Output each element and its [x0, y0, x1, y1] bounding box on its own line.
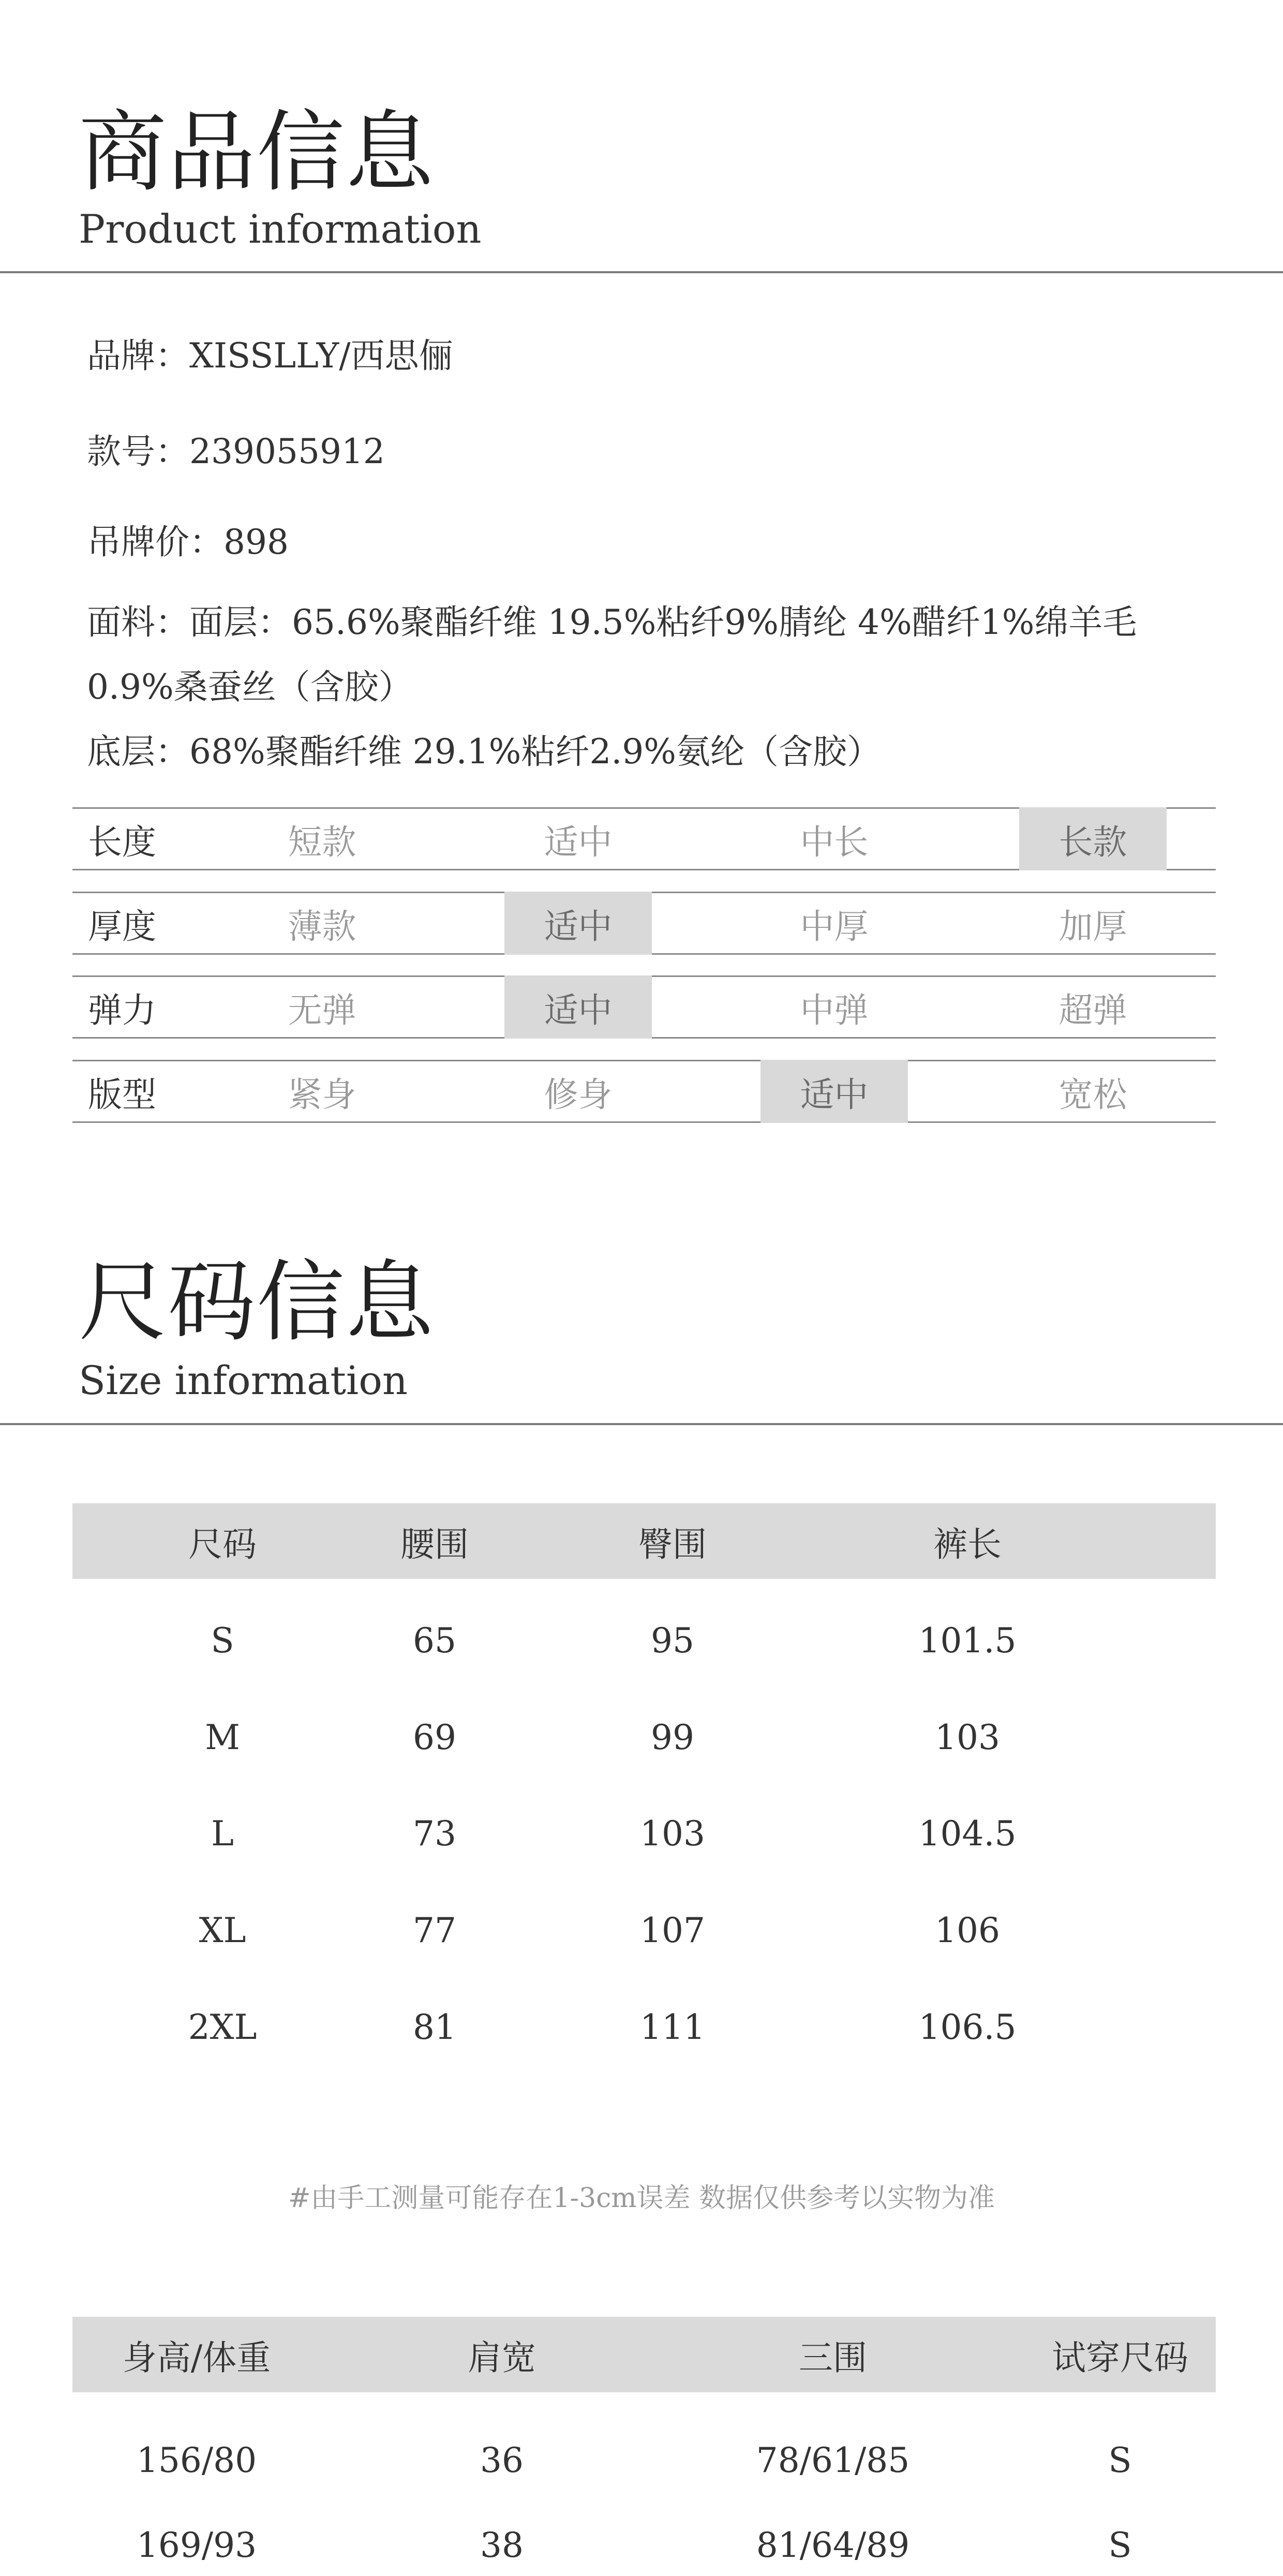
fit-cell: 38	[480, 2525, 524, 2565]
attribute-option: 加厚	[1058, 906, 1127, 946]
size-cell: XL	[199, 1910, 246, 1950]
style-no-line: 款号：239055912	[87, 432, 385, 471]
attribute-row	[72, 975, 1216, 1039]
attribute-label: 长度	[88, 822, 156, 862]
attribute-label: 弹力	[88, 990, 156, 1030]
fit-row	[72, 2514, 1216, 2576]
attribute-row	[72, 1060, 1216, 1123]
attribute-option: 修身	[544, 1074, 613, 1115]
fit-table-header	[72, 2317, 1216, 2392]
size-row	[72, 1706, 1216, 1768]
tag-price-line: 吊牌价：898	[87, 522, 289, 562]
fabric-line-1: 面料：面层：65.6%聚酯纤维 19.5%粘纤9%腈纶 4%醋纤1%绵羊毛	[87, 602, 1137, 642]
attribute-option-selected: 长款	[1019, 807, 1167, 870]
size-cell: 106.5	[918, 2007, 1017, 2047]
attribute-option-selected: 适中	[504, 892, 652, 955]
attribute-option: 中弹	[800, 990, 869, 1030]
attribute-option: 宽松	[1058, 1074, 1127, 1115]
fabric-line-3: 底层：68%聚酯纤维 29.1%粘纤2.9%氨纶（含胶）	[87, 732, 882, 772]
attribute-option-selected: 适中	[504, 975, 652, 1039]
size-cell: 111	[640, 2007, 705, 2047]
size-cell: 65	[413, 1620, 456, 1661]
attribute-label: 版型	[88, 1074, 156, 1115]
size-cell: 104.5	[918, 1813, 1017, 1854]
fit-cell: S	[1108, 2525, 1132, 2565]
attribute-label: 厚度	[88, 906, 156, 946]
attribute-option: 中厚	[800, 906, 869, 946]
size-cell: 95	[651, 1620, 694, 1661]
attribute-option: 薄款	[288, 906, 356, 946]
product-info-subtitle: Product information	[79, 206, 482, 252]
size-cell: M	[205, 1717, 240, 1757]
attribute-option: 适中	[544, 822, 613, 862]
size-table-header	[72, 1503, 1216, 1579]
divider	[0, 271, 1283, 273]
fit-row	[72, 2429, 1216, 2491]
fit-header-cell: 试穿尺码	[1052, 2337, 1188, 2378]
size-cell: 2XL	[188, 2007, 257, 2047]
divider	[0, 1423, 1283, 1425]
size-cell: 103	[935, 1717, 1000, 1757]
fit-cell: 169/93	[136, 2525, 257, 2565]
size-row	[72, 1609, 1216, 1671]
fit-header-cell: 肩宽	[468, 2337, 536, 2378]
size-cell: 77	[413, 1910, 456, 1950]
attribute-option: 无弹	[288, 990, 356, 1030]
attribute-option: 紧身	[288, 1074, 356, 1115]
fit-cell: 156/80	[136, 2440, 257, 2480]
measurement-note: #由手工测量可能存在1-3cm误差 数据仅供参考以实物为准	[288, 2183, 995, 2214]
fit-header-cell: 三围	[799, 2337, 867, 2378]
size-header-cell: 腰围	[400, 1524, 469, 1564]
size-cell: 101.5	[918, 1620, 1017, 1661]
size-row	[72, 1802, 1216, 1864]
size-cell: 106	[935, 1910, 1000, 1950]
fit-cell: S	[1108, 2440, 1132, 2480]
fit-cell: 81/64/89	[756, 2525, 910, 2565]
size-cell: 73	[413, 1813, 456, 1854]
attribute-option: 中长	[800, 822, 869, 862]
fit-header-cell: 身高/体重	[122, 2337, 271, 2378]
size-cell: 99	[651, 1717, 694, 1757]
attribute-row	[72, 807, 1216, 870]
brand-line: 品牌：XISSLLY/西思俪	[87, 336, 453, 376]
size-cell: S	[211, 1620, 234, 1661]
size-cell: 103	[640, 1813, 705, 1854]
size-cell: 81	[413, 2007, 456, 2047]
size-info-subtitle: Size information	[79, 1357, 408, 1403]
size-cell: 69	[413, 1717, 456, 1757]
size-header-cell: 裤长	[933, 1524, 1002, 1564]
attribute-row	[72, 892, 1216, 955]
product-info-title: 商品信息	[79, 101, 435, 204]
fabric-line-2: 0.9%桑蚕丝（含胶）	[87, 667, 413, 707]
size-row	[72, 1996, 1216, 2058]
attribute-option: 超弹	[1058, 990, 1127, 1030]
size-info-title: 尺码信息	[79, 1251, 435, 1354]
attribute-option: 短款	[288, 822, 356, 862]
fit-cell: 78/61/85	[756, 2440, 910, 2480]
size-row	[72, 1899, 1216, 1961]
fit-cell: 36	[480, 2440, 524, 2480]
size-header-cell: 臀围	[638, 1524, 707, 1564]
size-header-cell: 尺码	[188, 1524, 257, 1564]
size-cell: 107	[640, 1910, 705, 1950]
attribute-option-selected: 适中	[760, 1060, 908, 1123]
size-cell: L	[211, 1813, 234, 1854]
